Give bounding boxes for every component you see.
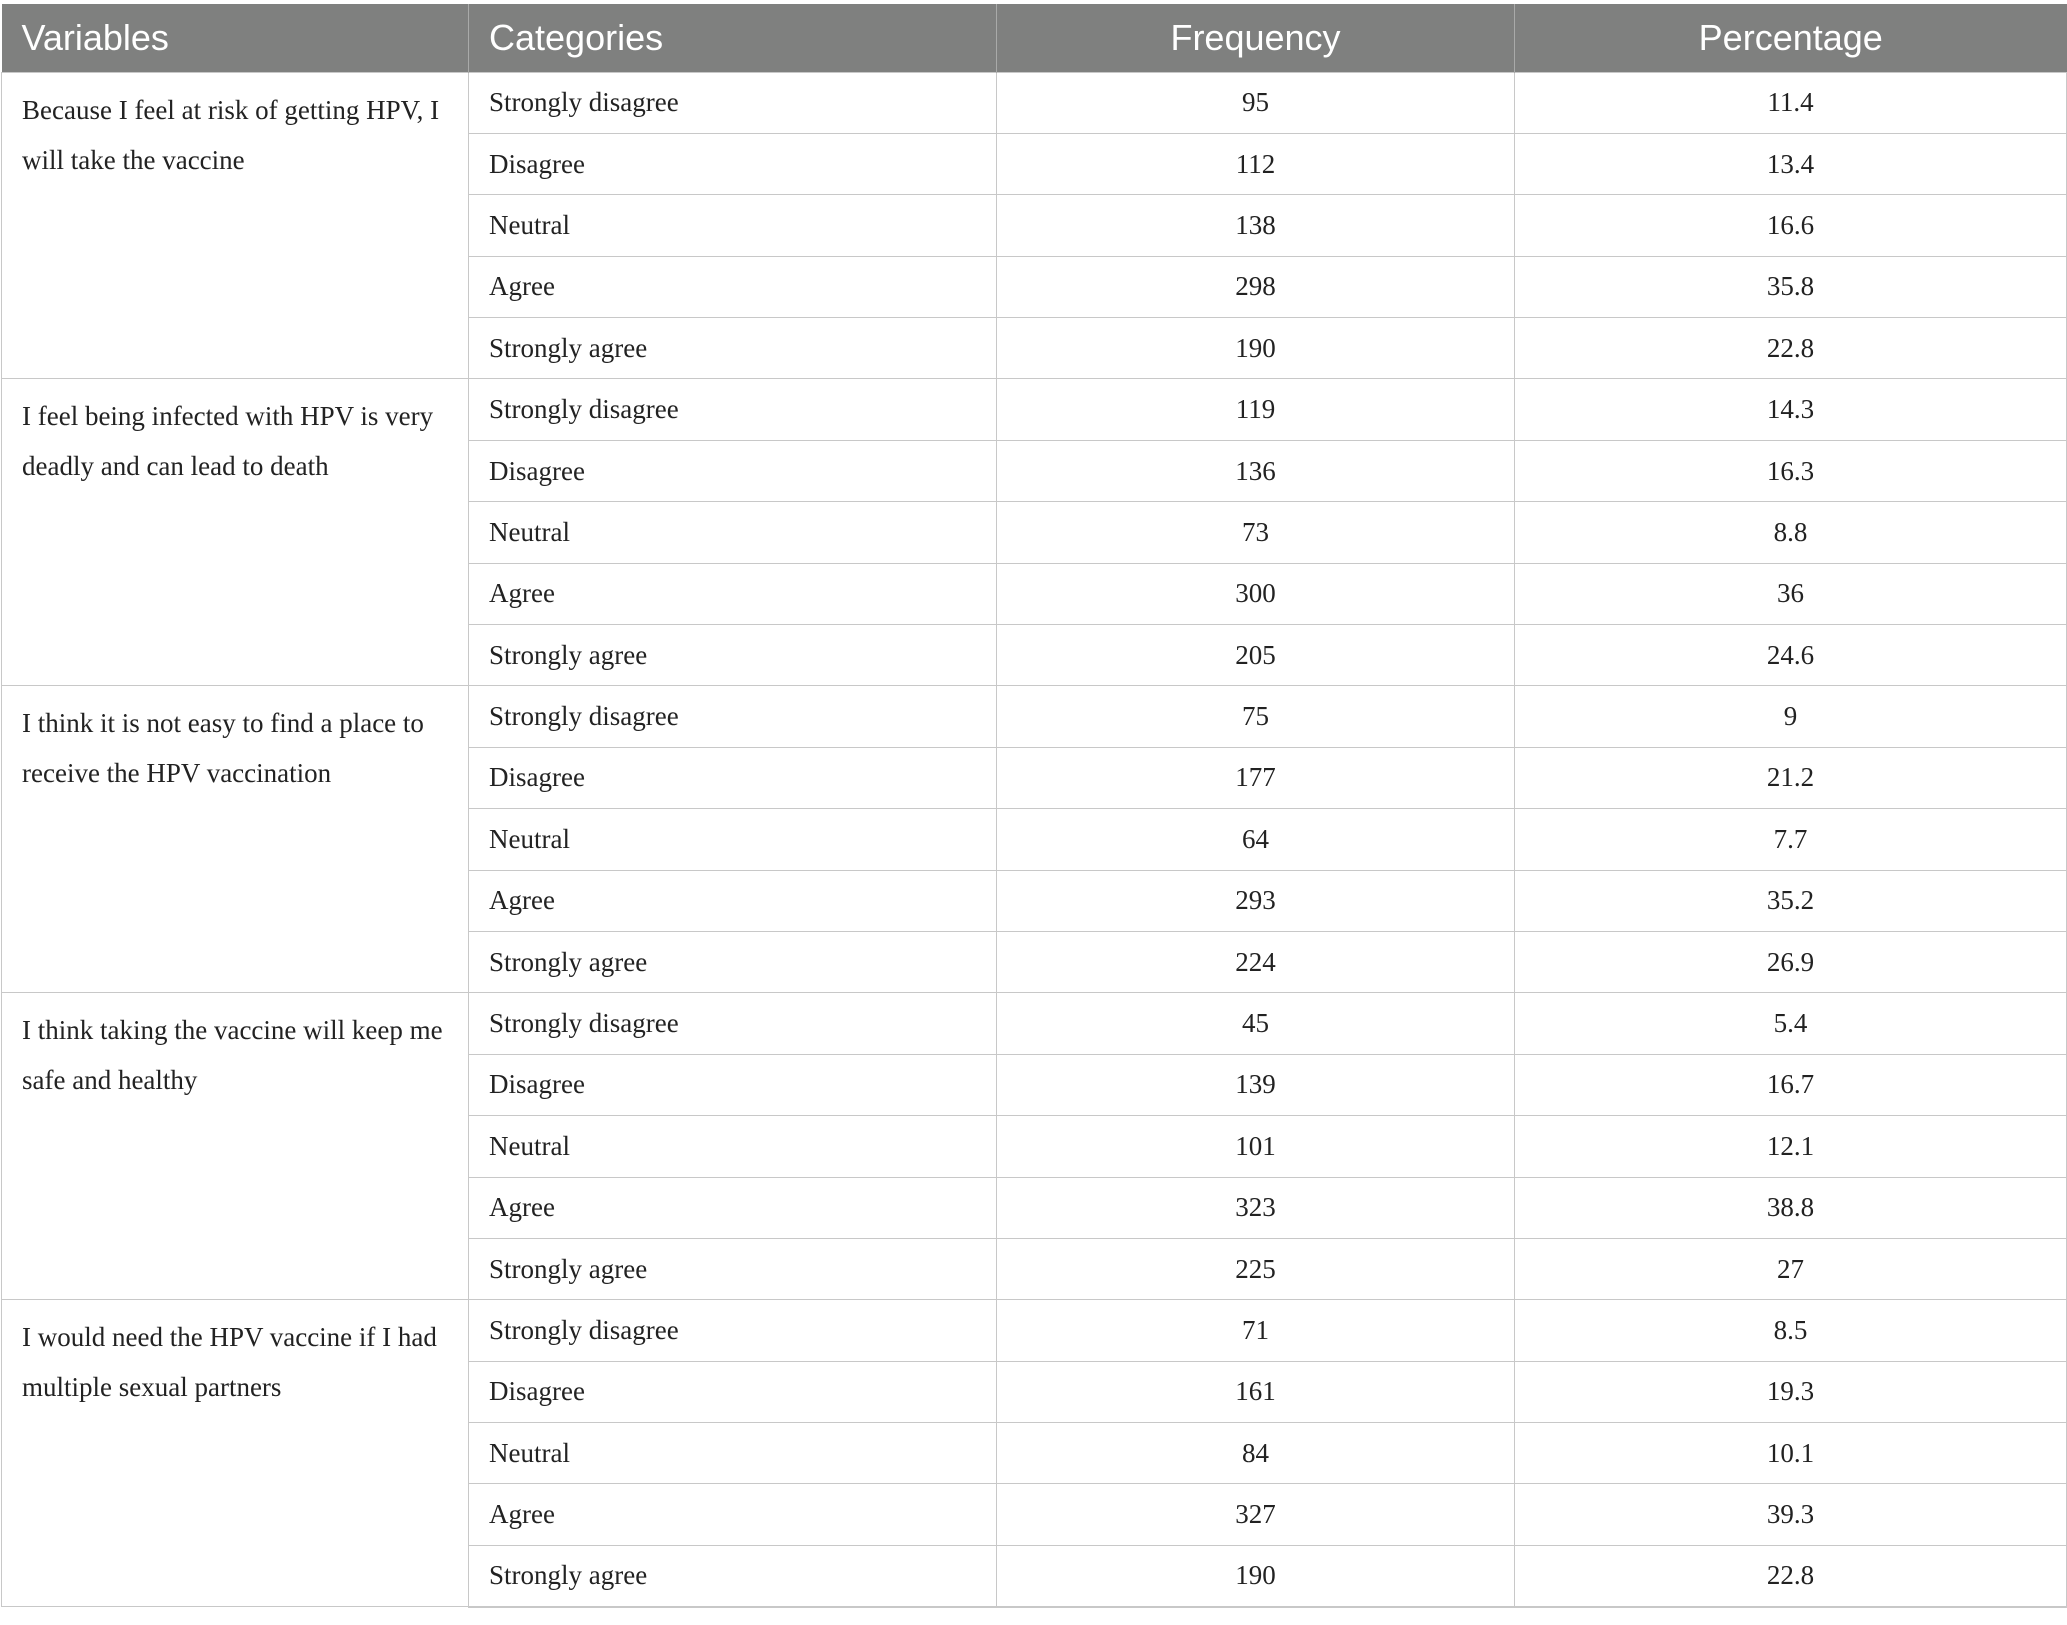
variable-cell: I think taking the vaccine will keep me safe and healthy xyxy=(2,993,469,1300)
frequency-cell: 138 xyxy=(997,195,1515,256)
frequency-cell: 112 xyxy=(997,133,1515,194)
percentage-cell: 14.3 xyxy=(1515,379,2067,440)
percentage-cell: 22.8 xyxy=(1515,318,2067,379)
variable-cell: Because I feel at risk of getting HPV, I will take the vaccine xyxy=(2,72,469,379)
frequency-cell: 190 xyxy=(997,1545,1515,1606)
frequency-cell: 323 xyxy=(997,1177,1515,1238)
category-cell: Strongly agree xyxy=(469,625,997,686)
frequency-cell: 119 xyxy=(997,379,1515,440)
percentage-cell: 12.1 xyxy=(1515,1116,2067,1177)
category-cell: Disagree xyxy=(469,747,997,808)
header-variables: Variables xyxy=(2,4,469,72)
frequency-cell: 75 xyxy=(997,686,1515,747)
frequency-cell: 177 xyxy=(997,747,1515,808)
category-cell: Agree xyxy=(469,870,997,931)
percentage-cell: 16.6 xyxy=(1515,195,2067,256)
percentage-cell: 22.8 xyxy=(1515,1545,2067,1606)
percentage-cell: 21.2 xyxy=(1515,747,2067,808)
frequency-cell: 64 xyxy=(997,809,1515,870)
frequency-cell: 293 xyxy=(997,870,1515,931)
category-cell: Strongly disagree xyxy=(469,379,997,440)
category-cell: Agree xyxy=(469,1177,997,1238)
category-cell: Agree xyxy=(469,563,997,624)
frequency-cell: 300 xyxy=(997,563,1515,624)
table-row xyxy=(2,379,2067,440)
frequency-cell: 45 xyxy=(997,993,1515,1054)
frequency-cell: 136 xyxy=(997,440,1515,501)
table-row xyxy=(2,686,2067,747)
table-row xyxy=(2,72,2067,133)
header-row xyxy=(2,4,2067,72)
data-table xyxy=(1,4,2067,1608)
percentage-cell: 11.4 xyxy=(1515,72,2067,133)
header-percentage: Percentage xyxy=(1515,4,2067,72)
category-cell: Neutral xyxy=(469,1423,997,1484)
percentage-cell: 16.3 xyxy=(1515,440,2067,501)
percentage-cell: 36 xyxy=(1515,563,2067,624)
header-categories: Categories xyxy=(469,4,997,72)
category-cell: Strongly agree xyxy=(469,1545,997,1606)
category-cell: Strongly agree xyxy=(469,1238,997,1299)
percentage-cell: 26.9 xyxy=(1515,931,2067,992)
table-body xyxy=(2,72,2067,1607)
percentage-cell: 35.2 xyxy=(1515,870,2067,931)
percentage-cell: 27 xyxy=(1515,1238,2067,1299)
frequency-cell: 161 xyxy=(997,1361,1515,1422)
percentage-cell: 38.8 xyxy=(1515,1177,2067,1238)
header-frequency: Frequency xyxy=(997,4,1515,72)
category-cell: Agree xyxy=(469,1484,997,1545)
frequency-cell: 139 xyxy=(997,1054,1515,1115)
category-cell: Strongly disagree xyxy=(469,1300,997,1361)
frequency-cell: 190 xyxy=(997,318,1515,379)
category-cell: Strongly agree xyxy=(469,931,997,992)
table-row xyxy=(2,1300,2067,1361)
percentage-cell: 8.8 xyxy=(1515,502,2067,563)
frequency-cell: 84 xyxy=(997,1423,1515,1484)
table-header xyxy=(2,4,2067,72)
percentage-cell: 8.5 xyxy=(1515,1300,2067,1361)
category-cell: Disagree xyxy=(469,1054,997,1115)
category-cell: Strongly disagree xyxy=(469,72,997,133)
percentage-cell: 10.1 xyxy=(1515,1423,2067,1484)
category-cell: Strongly agree xyxy=(469,318,997,379)
category-cell: Disagree xyxy=(469,440,997,501)
category-cell: Neutral xyxy=(469,809,997,870)
category-cell: Neutral xyxy=(469,1116,997,1177)
percentage-cell: 9 xyxy=(1515,686,2067,747)
frequency-cell: 224 xyxy=(997,931,1515,992)
percentage-cell: 39.3 xyxy=(1515,1484,2067,1545)
category-cell: Neutral xyxy=(469,195,997,256)
percentage-cell: 16.7 xyxy=(1515,1054,2067,1115)
percentage-cell: 24.6 xyxy=(1515,625,2067,686)
category-cell: Strongly disagree xyxy=(469,993,997,1054)
frequency-cell: 298 xyxy=(997,256,1515,317)
percentage-cell: 5.4 xyxy=(1515,993,2067,1054)
variable-cell: I would need the HPV vaccine if I had multiple sexual partners xyxy=(2,1300,469,1607)
category-cell: Disagree xyxy=(469,133,997,194)
variable-cell: I feel being infected with HPV is very deadly and can lead to death xyxy=(2,379,469,686)
category-cell: Strongly disagree xyxy=(469,686,997,747)
frequency-cell: 327 xyxy=(997,1484,1515,1545)
category-cell: Agree xyxy=(469,256,997,317)
frequency-cell: 225 xyxy=(997,1238,1515,1299)
variable-cell: I think it is not easy to find a place to receive the HPV vaccination xyxy=(2,686,469,993)
category-cell: Neutral xyxy=(469,502,997,563)
percentage-cell: 7.7 xyxy=(1515,809,2067,870)
frequency-cell: 95 xyxy=(997,72,1515,133)
percentage-cell: 35.8 xyxy=(1515,256,2067,317)
category-cell: Disagree xyxy=(469,1361,997,1422)
frequency-cell: 73 xyxy=(997,502,1515,563)
percentage-cell: 19.3 xyxy=(1515,1361,2067,1422)
frequency-cell: 71 xyxy=(997,1300,1515,1361)
frequency-cell: 205 xyxy=(997,625,1515,686)
table-row xyxy=(2,993,2067,1054)
frequency-cell: 101 xyxy=(997,1116,1515,1177)
percentage-cell: 13.4 xyxy=(1515,133,2067,194)
